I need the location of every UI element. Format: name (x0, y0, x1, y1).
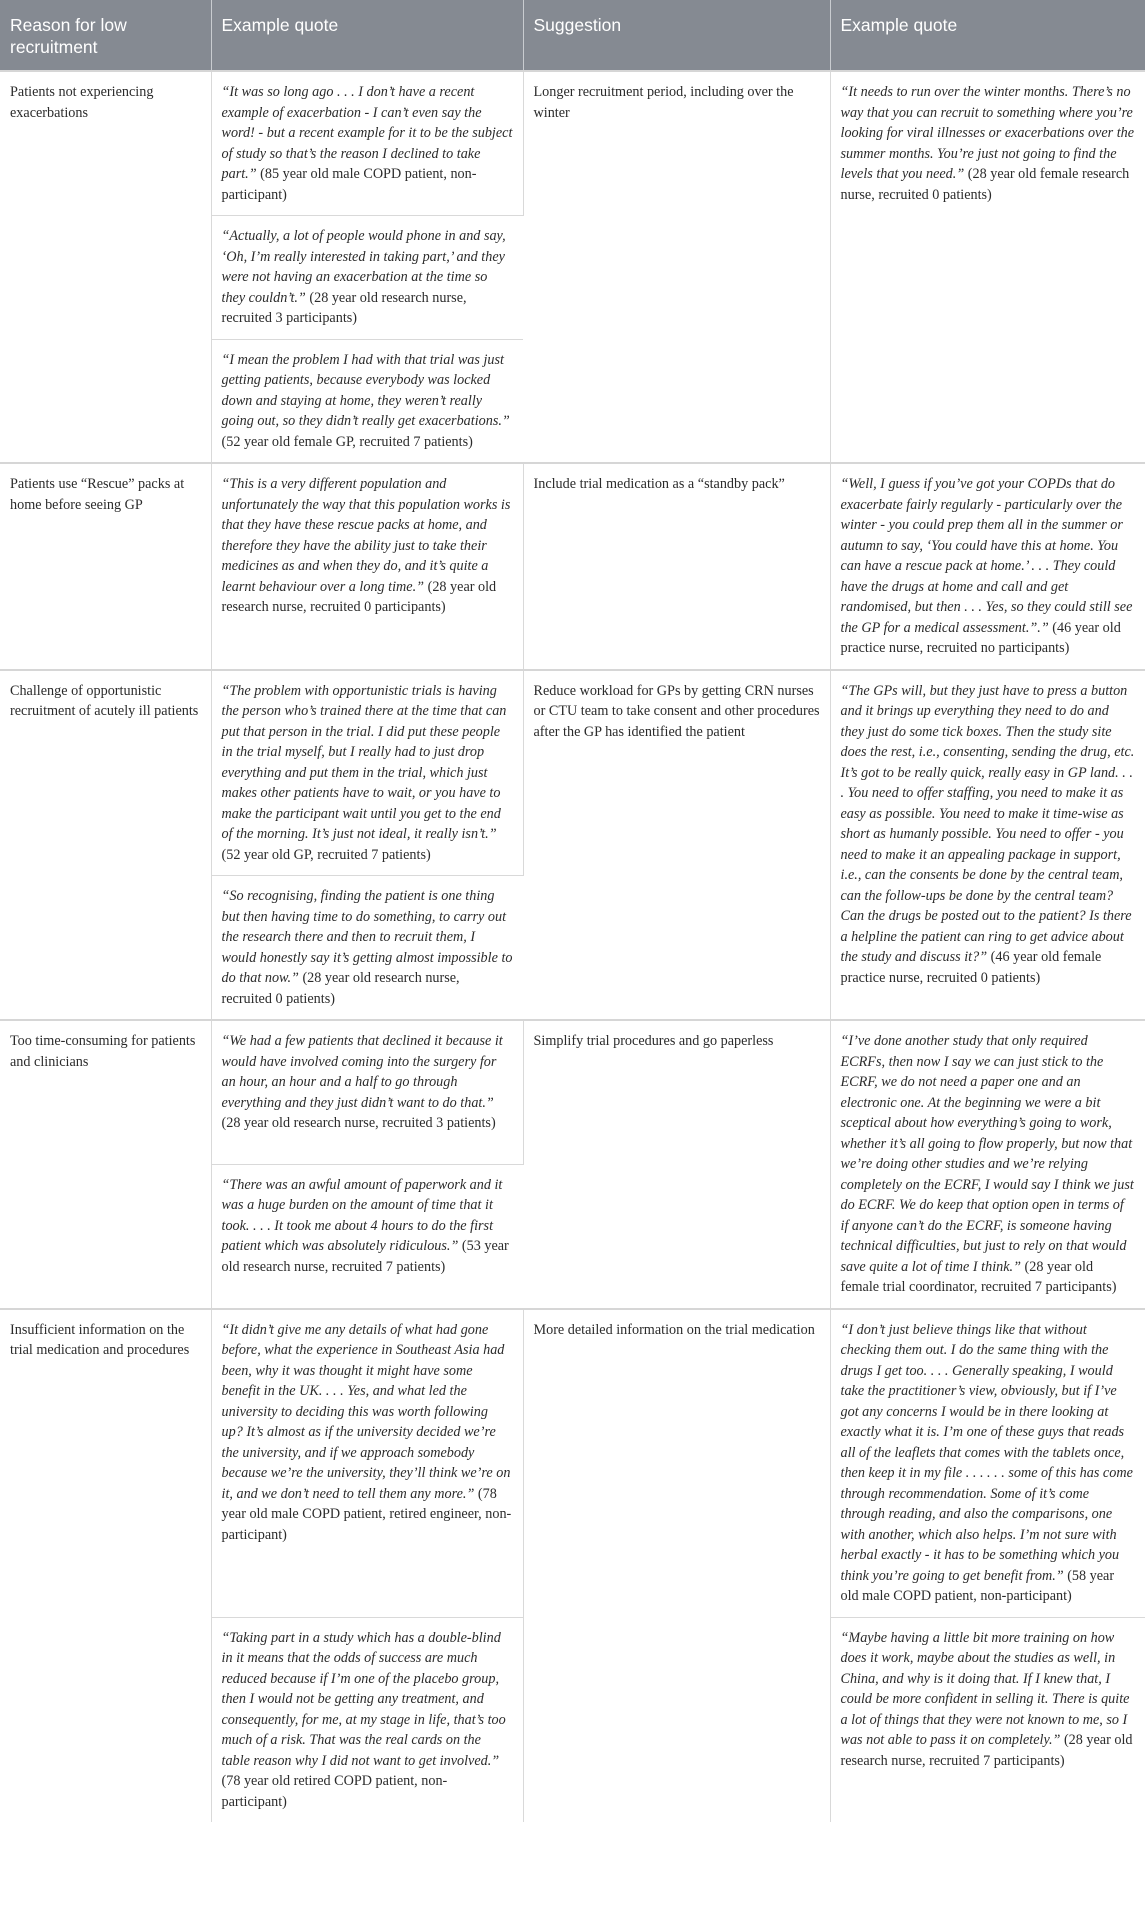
quote-text: “I mean the problem I had with that trial was just getting patients, because everybody was locked down and staying at home, they weren’t really going out, so they didn’t really get exacerbations.” (221, 351, 510, 429)
quote-cell (211, 463, 523, 670)
quote-text: “There was an awful amount of paperwork and it was a huge burden on the amount of time that it took. . . . It took me about 4 hours to do the first patient which was absolutely ridiculous.” (221, 1176, 503, 1255)
suggestion-quote-cell (830, 1309, 1145, 1618)
quote-cell (211, 216, 523, 340)
suggestion-cell: Reduce workload for GPs by getting CRN nurses or CTU team to take consent and other procedures after the GP has identified the patient (523, 670, 830, 1021)
reason-cell: Insufficient information on the trial medication and procedures (0, 1309, 211, 1823)
quote-source: (52 year old female GP, recruited 7 patients) (221, 433, 473, 450)
quote-source: (28 year old research nurse, recruited 0 patients) (221, 970, 460, 1007)
quote-cell (211, 876, 523, 1021)
quote-source: (78 year old retired COPD patient, non-participant) (221, 1773, 448, 1810)
quote-text: “The problem with opportunistic trials is having the person who’s trained there at the time that can put that person in the trial. I did put these people in the trial myself, but I really had to just drop everything and put them in the trial, which just makes other patients have to wait, or you have to make the participant wait until you get to the end of the morning. It’s just not ideal, it really isn’t.” (221, 682, 507, 842)
reason-cell: Patients not experiencing exacerbations (0, 71, 211, 463)
quote-source: (53 year old research nurse, recruited 7 patients) (221, 1238, 509, 1275)
suggestion-quote-cell (830, 71, 1145, 463)
quote-source: (28 year old research nurse, recruited 3 patients) (221, 1115, 496, 1131)
quote-text: “So recognising, finding the patient is one thing but then having time to do something, to carry out the research there and then to recruit them, I would honestly say it’s getting almost impossible to do that now.” (221, 888, 513, 986)
header-suggestion: Suggestion (523, 0, 830, 71)
suggestion-quote-cell (830, 463, 1145, 670)
quote-source: (85 year old male COPD patient, non-participant) (221, 166, 477, 203)
quote-source: (28 year old female trial coordinator, recruited 7 participants) (840, 1258, 1117, 1295)
quote-text: “This is a very different population and unfortunately the way that this population works is that they have these rescue packs at home, and therefore they have the ability just to take their medicines as and when they do, and it’s quite a learnt behaviour over a long time.” (221, 476, 511, 595)
table-row (0, 1020, 1145, 1164)
quote-text: “I don’t just believe things like that without checking them out. I do the same thing with the drugs I get too. . . . Generally speaking, I would take the practitioner’s view, obviously, but if I’ve got any concerns I would be in there looking at exactly what it is. I’m one of these guys that reads all of the leaflets that comes with the tablets once, then keep it in my file . . . . . . some of this has come through recommendation. Some of it’s come through reading, and also the comparisons, one with another, which also helps. I’m not sure with herbal exactly - it has to be something which you think you’re going to get benefit from.” (840, 1321, 1133, 1584)
quote-text: “Well, I guess if you’ve got your COPDs that do exacerbate fairly regularly - particularly over the winter - you could prep them all in the summer or autumn to say, ‘You could have this at home. You can have a rescue pack at home.’ . . . They could have the drugs at home and call and get randomised, but then . . . Yes, so they could still see the GP for a medical assessment.”.” (840, 476, 1133, 636)
quote-source: (78 year old male COPD patient, retired engineer, non-participant) (221, 1485, 512, 1543)
quote-source: (28 year old research nurse, recruited 0 participants) (221, 578, 497, 615)
quote-cell (211, 670, 523, 876)
header-example-quote-2: Example quote (830, 0, 1145, 71)
table-row (0, 670, 1145, 876)
suggestion-cell: Longer recruitment period, including over the winter (523, 71, 830, 463)
quote-cell (211, 1164, 523, 1308)
quote-source: (52 year old GP, recruited 7 patients) (221, 846, 431, 863)
suggestion-cell: Include trial medication as a “standby pack” (523, 463, 830, 670)
quote-text: “Taking part in a study which has a double-blind in it means that the odds of success are much reduced because if I’m one of the placebo group, then I would not be getting any treatment, and consequently, for me, at my stage in life, that’s too much of a risk. That was the real cards on the table reason why I did not want to get involved.” (221, 1629, 506, 1769)
table-row (0, 1309, 1145, 1618)
quote-cell (211, 1020, 523, 1164)
quote-source: (28 year old research nurse, recruited 3 participants) (221, 289, 467, 326)
quote-cell (211, 1617, 523, 1822)
header-row (0, 0, 1145, 71)
quote-text: “It was so long ago . . . I don’t have a recent example of exacerbation - I can’t even say the word! - but a recent example for it to be the subject of study so that’s the reason I declined to take part.” (221, 84, 513, 182)
suggestion-quote-cell (830, 1617, 1145, 1822)
suggestion-cell: Simplify trial procedures and go paperless (523, 1020, 830, 1309)
reason-cell: Too time-consuming for patients and clinicians (0, 1020, 211, 1309)
suggestion-quote-cell (830, 1020, 1145, 1309)
quote-cell (211, 71, 523, 216)
header-example-quote: Example quote (211, 0, 523, 71)
quote-text: “It didn’t give me any details of what had gone before, what the experience in Southeast Asia had been, why it was thought it might have some benefit in the UK. . . . Yes, and what led the university to deciding this was worth following up? It’s almost as if the university decided we’re the university, and if we approach somebody because we’re the university, they’ll think we’re on it, and we don’t need to tell them any more.” (221, 1321, 511, 1502)
quote-source: (58 year old male COPD patient, non-participant) (840, 1567, 1115, 1604)
quote-text: “Actually, a lot of people would phone in and say, ‘Oh, I’m really interested in taking part,’ and they were not having an exacerbation at the time so they couldn’t.” (221, 228, 506, 306)
quote-source: (46 year old female practice nurse, recruited 0 patients) (840, 949, 1102, 986)
quote-text: “Maybe having a little bit more training on how does it work, maybe about the studies as well, in China, and why is it doing that. If I knew that, I could be more confident in selling it. There is quite a lot of things that they were not known to me, so I was not able to pass it on completely.” (840, 1629, 1130, 1748)
quote-cell (211, 339, 523, 463)
quote-source: (28 year old female research nurse, recruited 0 patients) (840, 166, 1130, 203)
table-row (0, 71, 1145, 216)
quote-source: (46 year old practice nurse, recruited no participants) (840, 619, 1121, 656)
header-reason: Reason for low recruitment (0, 0, 211, 71)
quote-cell (211, 1309, 523, 1618)
quote-text: “It needs to run over the winter months. There’s no way that you can recruit to something where you’re looking for viral illnesses or exacerbations over the summer months. You’re just not going to find the levels that you need.” (840, 84, 1135, 182)
reason-cell: Patients use “Rescue” packs at home before seeing GP (0, 463, 211, 670)
suggestion-cell: More detailed information on the trial medication (523, 1309, 830, 1823)
reason-cell: Challenge of opportunistic recruitment of acutely ill patients (0, 670, 211, 1021)
quote-source: (28 year old research nurse, recruited 7 participants) (840, 1732, 1133, 1769)
quote-text: “I’ve done another study that only required ECRFs, then now I say we can just stick to the ECRF, we do not need a paper one and an electronic one. At the beginning we were a bit sceptical about how everything’s going to work, whether it’s all going to flow properly, but now that we’re doing other studies and we’re relying completely on the ECRF, I would say I think we just do ECRF. We do keep that option open in terms of if anyone can’t do the ECRF, is someone having technical difficulties, but just to rely on that would save quite a lot of time I think.” (840, 1033, 1134, 1275)
suggestion-quote-cell (830, 670, 1145, 1021)
quote-text: “The GPs will, but they just have to press a button and it brings up everything they need to do and they just do some tick boxes. Then the study site does the rest, i.e., consenting, sending the drug, etc. It’s got to be really quick, really easy in GP land. . . . You need to offer staffing, you need to make it as easy as possible. You need to make it time-wise as short as humanly possible. You need to offer - you need to make it an appealing package in support, i.e., can the consents be done by the central team, can the follow-ups be done by the central team? Can the drugs be posted out to the patient? Is there a helpline the patient can ring to get advice about the study and discuss it?” (840, 682, 1135, 965)
table-row (0, 463, 1145, 670)
quote-text: “We had a few patients that declined it because it would have involved coming into the surgery for an hour, an hour and a half to go through everything and they just didn’t want to do that.” (221, 1033, 503, 1111)
